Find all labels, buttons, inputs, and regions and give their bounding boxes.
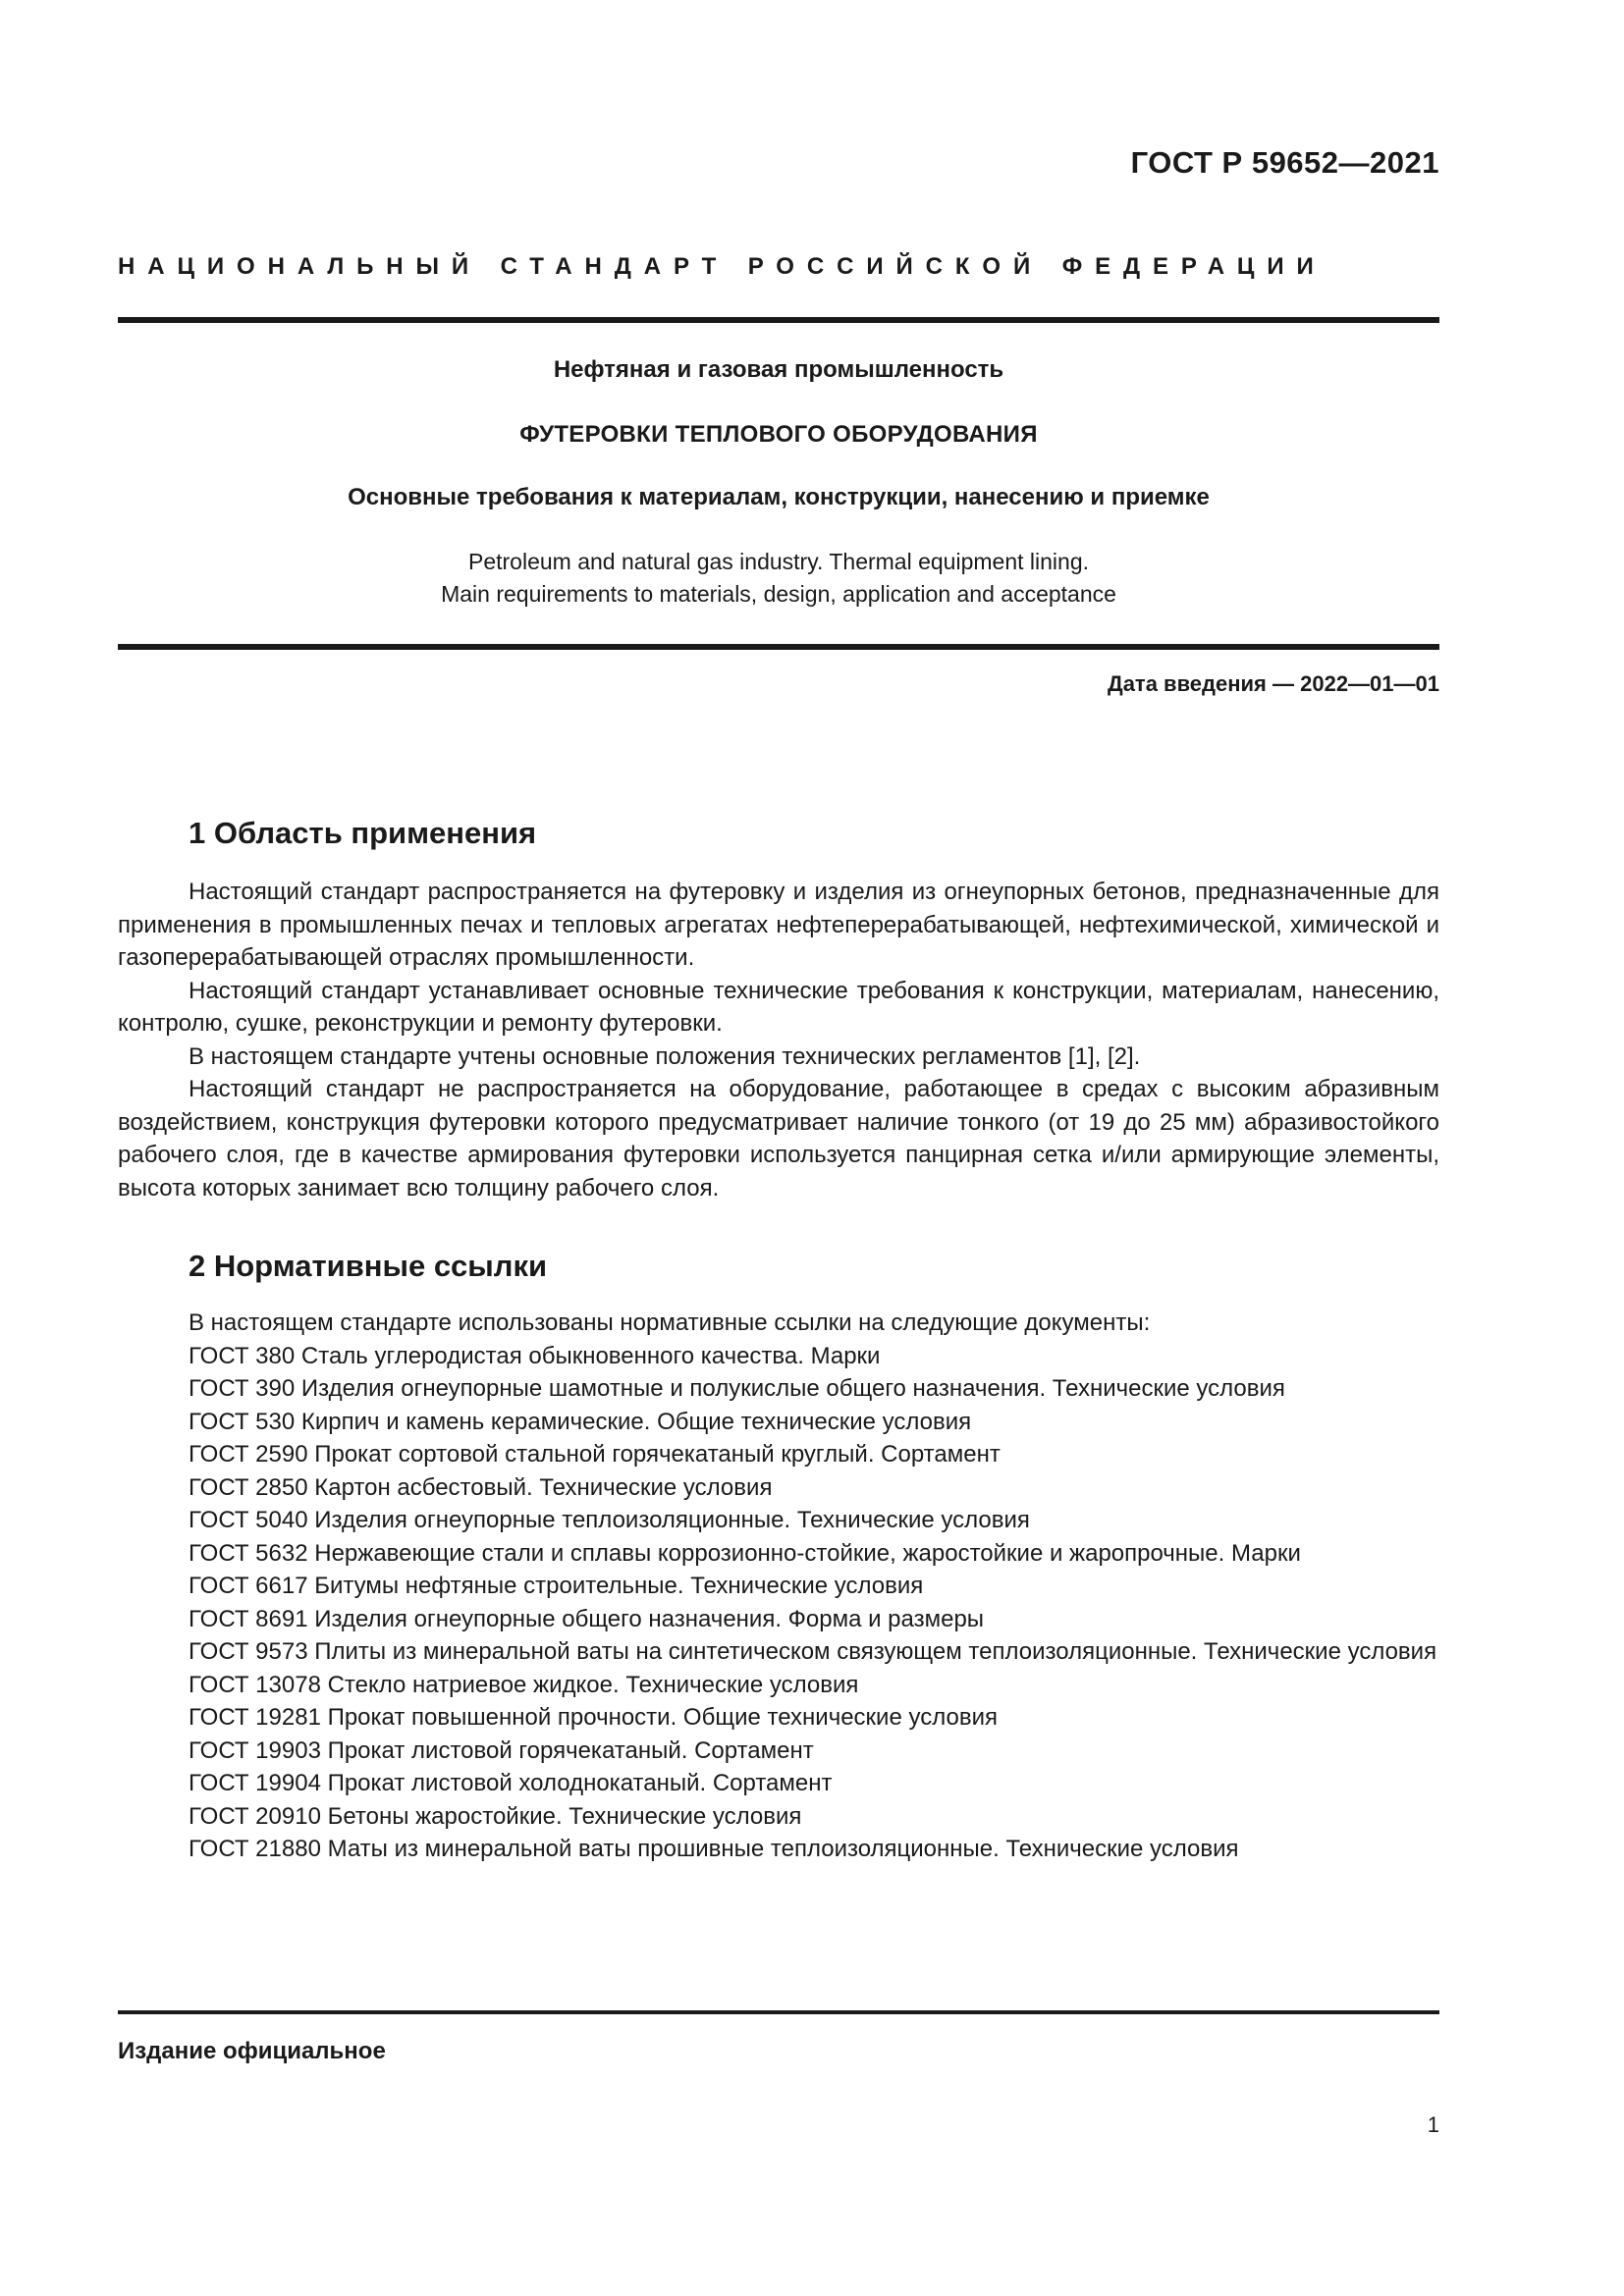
paragraph: В настоящем стандарте учтены основные положения технических регламентов [1], [2].	[189, 1042, 1141, 1070]
document-number: ГОСТ Р 59652—2021	[1130, 145, 1439, 180]
reference-item: ГОСТ 8691 Изделия огнеупорные общего назначения. Форма и размеры	[189, 1605, 985, 1632]
national-standard-banner: НАЦИОНАЛЬНЫЙ СТАНДАРТ РОССИЙСКОЙ ФЕДЕРАЦИИ	[118, 253, 1326, 280]
references-intro: В настоящем стандарте использованы нормативные ссылки на следующие документы:	[189, 1309, 1151, 1336]
reference-item: ГОСТ 9573 Плиты из минеральной ваты на синтетическом связующем теплоизоляционные. Технические условия	[189, 1638, 1437, 1665]
section-heading-references: 2 Нормативные ссылки	[189, 1249, 548, 1283]
reference-item: ГОСТ 19903 Прокат листовой горячекатаный. Сортамент	[189, 1736, 814, 1764]
english-title	[118, 546, 1439, 611]
paragraph: Настоящий стандарт не распространяется на оборудование, работающее в средах с высоким абразивным воздействием, конструкция футеровки которого предусматривает наличие тонкого (от 19 до 25 мм) абразивостойкого рабочего слоя, где в качестве армирования футеровки используется панцирная сетка и/или армирующие элементы, высота которых занимает всю толщину рабочего слоя.	[118, 1076, 1439, 1201]
english-title-line-2: Main requirements to materials, design, application and acceptance	[441, 581, 1116, 607]
reference-item: ГОСТ 6617 Битумы нефтяные строительные. Технические условия	[189, 1573, 924, 1599]
section-references-body	[118, 1307, 1439, 1866]
reference-item: ГОСТ 20910 Бетоны жаростойкие. Технические условия	[189, 1802, 802, 1830]
reference-item: ГОСТ 2850 Картон асбестовый. Технические условия	[189, 1473, 773, 1501]
reference-item: ГОСТ 5632 Нержавеющие стали и сплавы коррозионно-стойкие, жаростойкие и жаропрочные. Марки	[189, 1539, 1301, 1567]
industry-line: Нефтяная и газовая промышленность	[553, 356, 1004, 383]
introduction-date: Дата введения — 2022—01—01	[1108, 671, 1439, 696]
official-edition-label: Издание официальное	[118, 2038, 386, 2064]
reference-item: ГОСТ 21880 Маты из минеральной ваты прошивные теплоизоляционные. Технические условия	[189, 1836, 1239, 1862]
page-number: 1	[1427, 2112, 1439, 2137]
reference-item: ГОСТ 530 Кирпич и камень керамические. Общие технические условия	[189, 1408, 972, 1435]
reference-item: ГОСТ 390 Изделия огнеупорные шамотные и полукислые общего назначения. Технические условия	[189, 1375, 1285, 1402]
reference-item: ГОСТ 13078 Стекло натриевое жидкое. Технические условия	[189, 1671, 859, 1698]
top-divider	[118, 317, 1439, 323]
reference-item: ГОСТ 2590 Прокат сортовой стальной горячекатаный круглый. Сортамент	[189, 1441, 1001, 1468]
footer-divider	[118, 2010, 1439, 2014]
document-page	[118, 0, 1439, 2296]
document-subtitle: Основные требования к материалам, конструкции, нанесению и приемке	[348, 484, 1210, 510]
reference-item: ГОСТ 19904 Прокат листовой холоднокатаный. Сортамент	[189, 1770, 833, 1796]
paragraph: Настоящий стандарт устанавливает основные технические требования к конструкции, материалам, нанесению, контролю, сушке, реконструкции и ремонту футеровки.	[118, 977, 1439, 1037]
document-title: ФУТЕРОВКИ ТЕПЛОВОГО ОБОРУДОВАНИЯ	[519, 421, 1038, 448]
reference-item: ГОСТ 5040 Изделия огнеупорные теплоизоляционные. Технические условия	[189, 1507, 1030, 1533]
paragraph: Настоящий стандарт распространяется на футеровку и изделия из огнеупорных бетонов, предназначенные для применения в промышленных печах и тепловых агрегатах нефтеперерабатывающей, нефтехимической, химической и газоперерабатывающей отраслях промышленности.	[118, 879, 1439, 971]
reference-item: ГОСТ 380 Сталь углеродистая обыкновенного качества. Марки	[189, 1342, 881, 1369]
reference-item: ГОСТ 19281 Прокат повышенной прочности. Общие технические условия	[189, 1704, 998, 1731]
section-heading-scope: 1 Область применения	[189, 816, 537, 850]
title-divider	[118, 644, 1439, 650]
section-scope-body	[118, 876, 1439, 1204]
english-title-line-1: Petroleum and natural gas industry. Thermal equipment lining.	[468, 549, 1089, 574]
